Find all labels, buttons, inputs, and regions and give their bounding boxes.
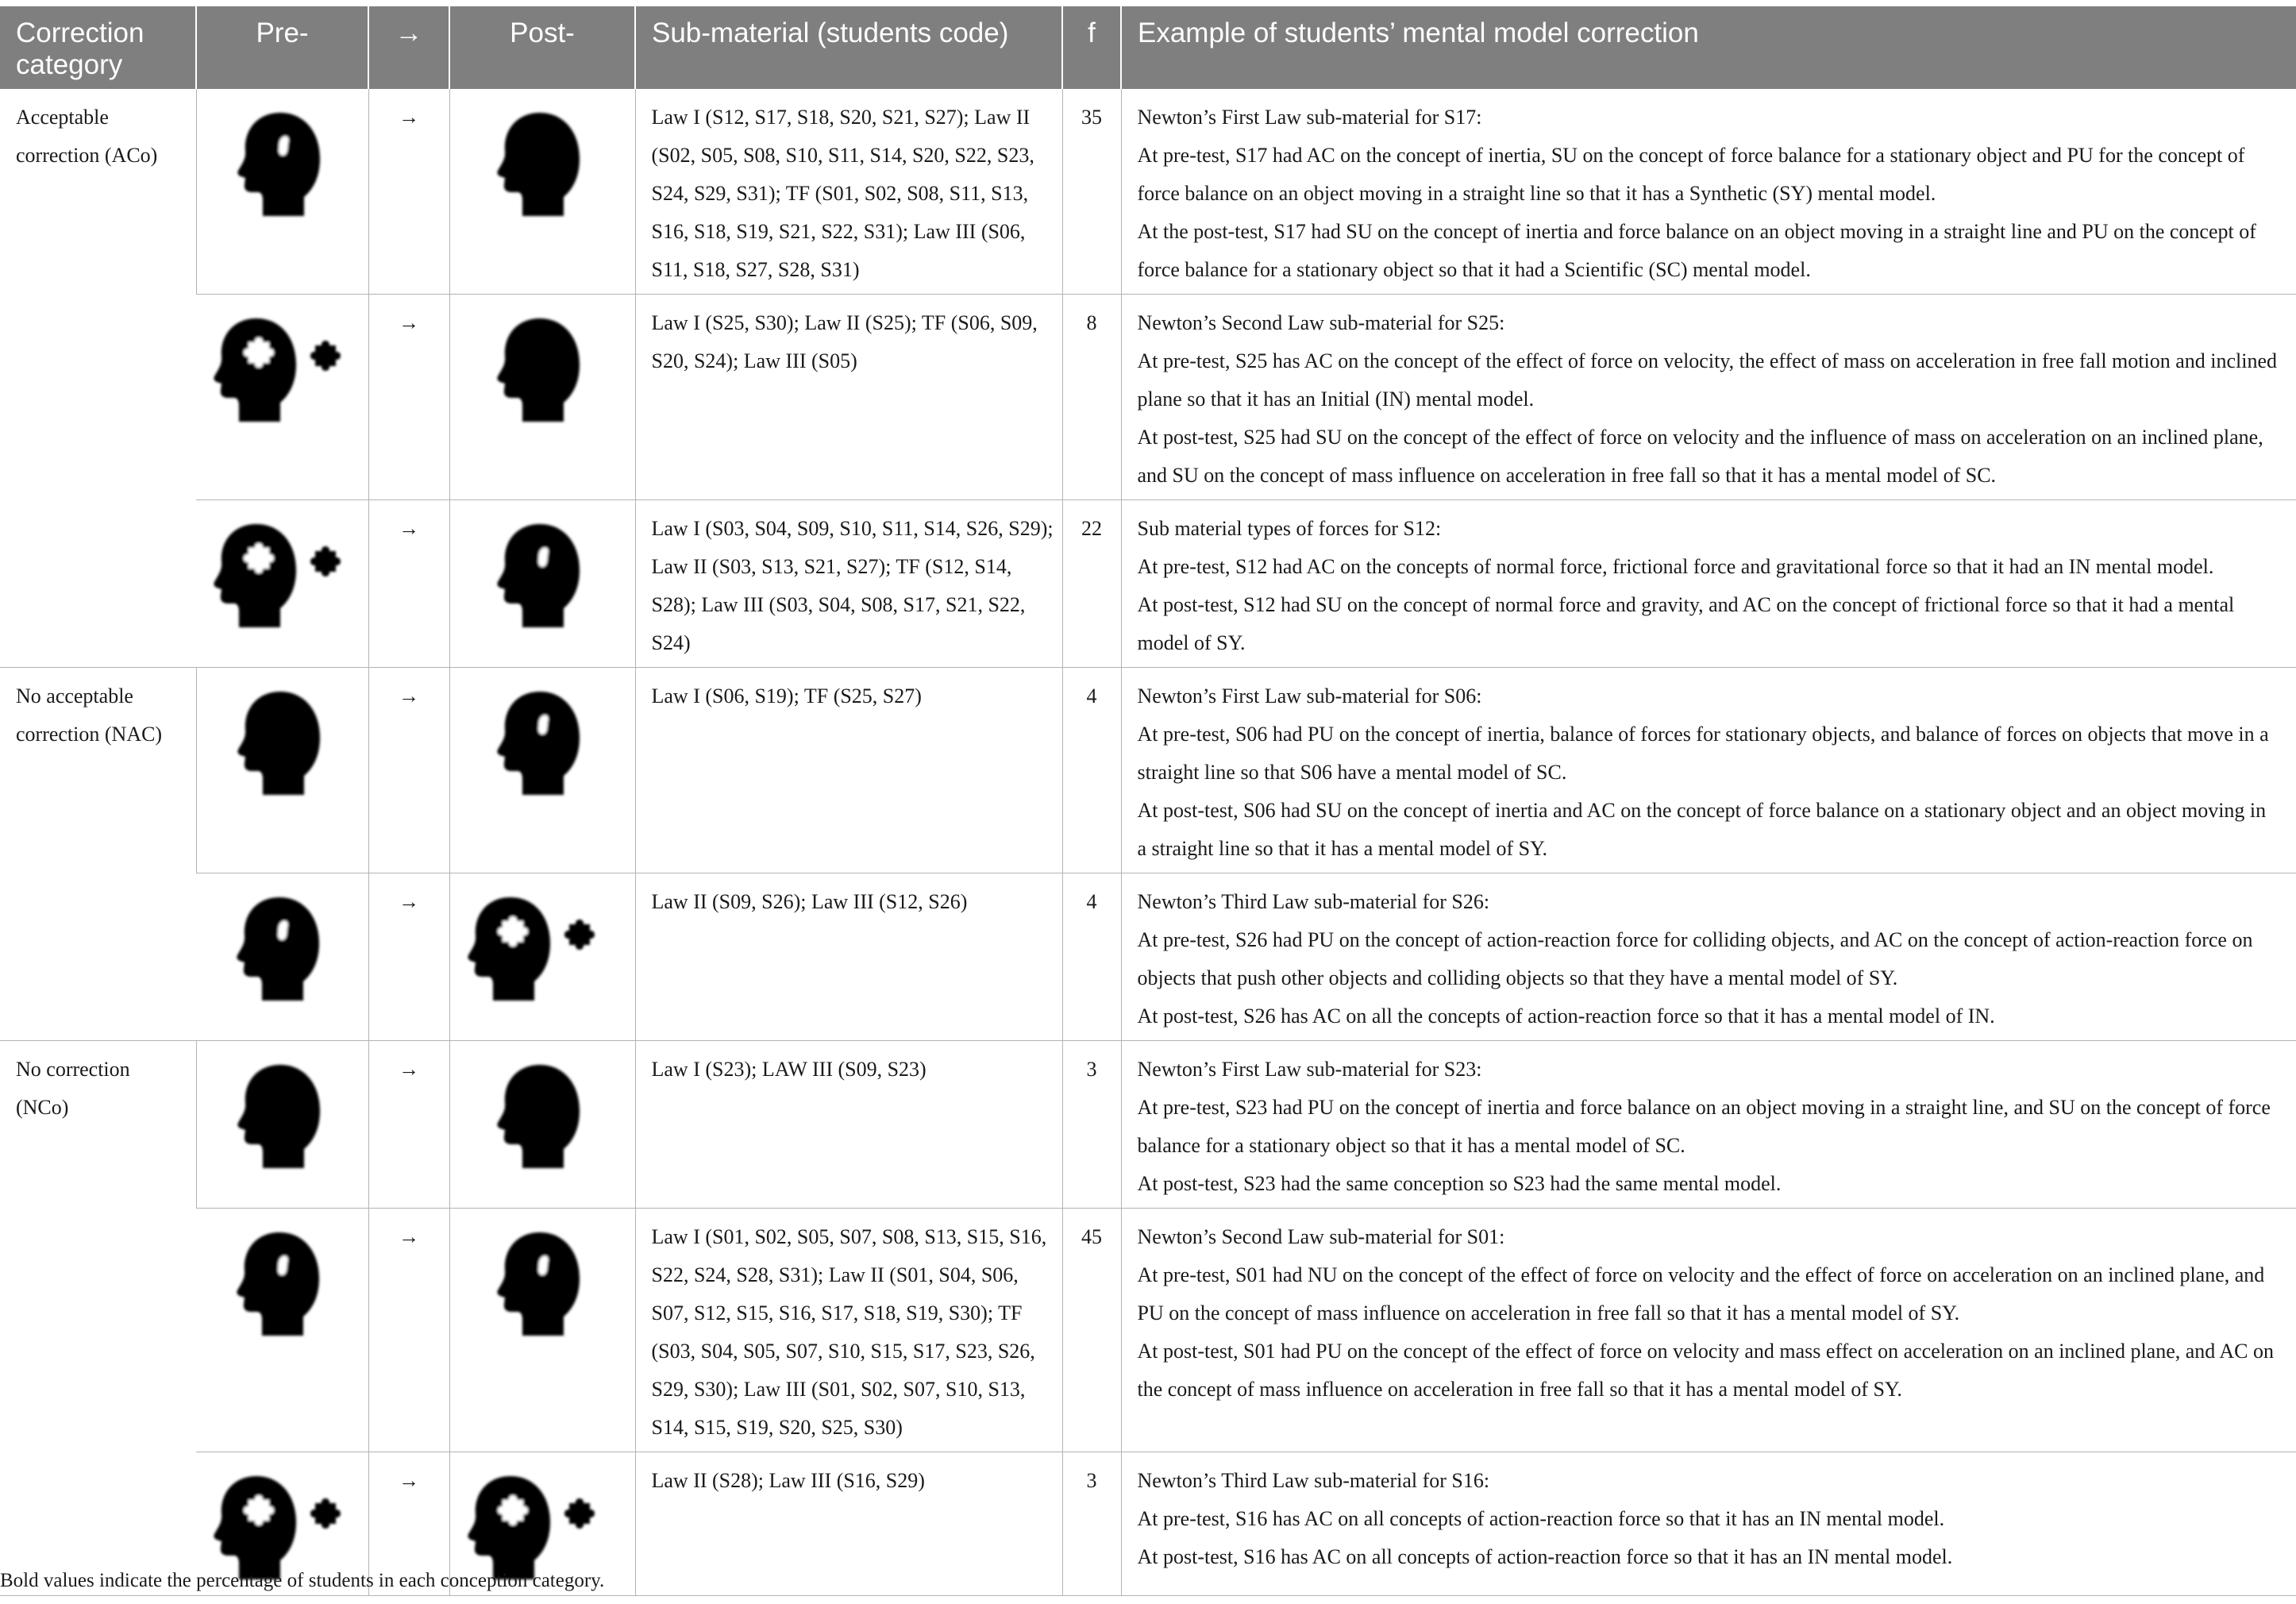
arrow-cell: → [368, 1452, 449, 1596]
frequency-cell: 4 [1062, 668, 1121, 873]
example-cell [1121, 500, 2296, 668]
pre-icon-cell [196, 1209, 368, 1452]
arrow-cell: → [368, 1041, 449, 1209]
frequency-cell: 45 [1062, 1209, 1121, 1452]
head-icon [491, 307, 594, 426]
head-with-light-spot-icon [491, 1221, 594, 1340]
frequency-cell: 8 [1062, 295, 1121, 500]
frequency-cell: 3 [1062, 1452, 1121, 1596]
example-cell [1121, 295, 2296, 500]
header-post: Post- [449, 6, 635, 89]
arrow-cell: → [368, 295, 449, 500]
example-cell [1121, 1041, 2296, 1209]
post-icon-cell [449, 873, 635, 1041]
sub-material-cell: Law II (S28); Law III (S16, S29) [635, 1452, 1062, 1596]
category-cell: No acceptable correction (NAC) [0, 668, 196, 1041]
example-cell [1121, 1209, 2296, 1452]
head-with-puzzle-piece-icon [207, 1465, 346, 1584]
arrow-cell: → [368, 1209, 449, 1452]
example-title: Newton’s First Law sub-material for S06: [1137, 684, 1482, 708]
frequency-cell: 4 [1062, 873, 1121, 1041]
frequency-cell: 3 [1062, 1041, 1121, 1209]
frequency-cell: 22 [1062, 500, 1121, 668]
sub-material-cell: Law I (S25, S30); Law II (S25); TF (S06, S09, S20, S24); Law III (S05) [635, 295, 1062, 500]
sub-material-cell: Law I (S01, S02, S05, S07, S08, S13, S15, S16, S22, S24, S28, S31); Law II (S01, S04, S06, S07, S12, S15, S16, S17, S18, S19, S30); TF (S03, S04, S05, S07, S10, S15, S17, S23, S26, S29, S30); Law III (S01, S02, S07, S10, S13, S14, S15, S19, S20, S25, S30) [635, 1209, 1062, 1452]
example-post-test: At post-test, S06 had SU on the concept of inertia and AC on the concept of force balance on a stationary object and an object moving in a straight line so that it has a mental model of SY. [1137, 799, 2267, 860]
head-with-light-spot-icon [230, 886, 333, 1005]
example-title: Newton’s First Law sub-material for S23: [1137, 1058, 1482, 1081]
sub-material-cell: Law I (S03, S04, S09, S10, S11, S14, S26, S29); Law II (S03, S13, S21, S27); TF (S12, S14, S28); Law III (S03, S04, S08, S17, S21, S22, S24) [635, 500, 1062, 668]
sub-material-cell: Law II (S09, S26); Law III (S12, S26) [635, 873, 1062, 1041]
pre-icon-cell [196, 873, 368, 1041]
example-title: Newton’s First Law sub-material for S17: [1137, 106, 1482, 129]
post-icon-cell [449, 1209, 635, 1452]
sub-material-cell: Law I (S06, S19); TF (S25, S27) [635, 668, 1062, 873]
pre-icon-cell [196, 668, 368, 873]
head-with-puzzle-piece-icon [207, 513, 346, 632]
example-post-test: At post-test, S26 has AC on all the concepts of action-reaction force so that it has a mental model of IN. [1137, 1004, 1995, 1028]
head-with-light-spot-icon [231, 102, 334, 221]
example-post-test: At post-test, S01 had PU on the concept of the effect of force on velocity and mass effect on acceleration on an inclined plane, and AC on the concept of mass influence on acceleration in free fall so that it has a mental model of SY. [1137, 1340, 2274, 1401]
head-icon [491, 1054, 594, 1173]
frequency-cell: 35 [1062, 89, 1121, 295]
table-row [0, 873, 2296, 1041]
head-icon [491, 102, 594, 221]
example-pre-test: At pre-test, S23 had PU on the concept of inertia and force balance on an object moving in a straight line, and SU on the concept of force balance for a stationary object so that it has a mental model of SC. [1137, 1096, 2271, 1157]
example-title: Newton’s Second Law sub-material for S25: [1137, 311, 1505, 334]
example-pre-test: At pre-test, S17 had AC on the concept of inertia, SU on the concept of force balance for a stationary object and PU for the concept of force balance on an object moving in a straight line so that it has a Synthetic (SY) mental model. [1137, 144, 2245, 205]
table-row [0, 668, 2296, 873]
head-with-light-spot-icon [491, 681, 594, 800]
example-pre-test: At pre-test, S25 has AC on the concept of the effect of force on velocity, the effect of mass on acceleration in free fall motion and inclined plane so that it has an Initial (IN) mental model. [1137, 349, 2278, 411]
example-cell [1121, 873, 2296, 1041]
post-icon-cell [449, 1041, 635, 1209]
head-with-light-spot-icon [491, 513, 594, 632]
example-cell [1121, 668, 2296, 873]
table-row [0, 295, 2296, 500]
table-row [0, 1209, 2296, 1452]
table-header-row [0, 6, 2296, 89]
category-cell: No correction (NCo) [0, 1041, 196, 1596]
post-icon-cell [449, 668, 635, 873]
example-post-test: At post-test, S16 has AC on all concepts of action-reaction force so that it has an IN mental model. [1137, 1545, 1953, 1568]
mental-model-correction-table [0, 6, 2296, 1596]
header-arrow: → [368, 6, 449, 89]
example-pre-test: At pre-test, S16 has AC on all concepts of action-reaction force so that it has an IN mental model. [1137, 1507, 1945, 1530]
sub-material-cell: Law I (S12, S17, S18, S20, S21, S27); Law II (S02, S05, S08, S10, S11, S14, S20, S22, S23, S24, S29, S31); TF (S01, S02, S08, S11, S13, S16, S18, S19, S21, S22, S31); Law III (S06, S11, S18, S27, S28, S31) [635, 89, 1062, 295]
head-with-puzzle-piece-icon [461, 1465, 600, 1584]
head-with-puzzle-piece-icon [461, 886, 600, 1005]
arrow-cell: → [368, 668, 449, 873]
example-post-test: At post-test, S25 had SU on the concept of the effect of force on velocity and the influence of mass on acceleration on an inclined plane, and SU on the concept of mass influence on acceleration in free fall so that it has a mental model of SC. [1137, 426, 2263, 487]
pre-icon-cell [196, 89, 368, 295]
category-cell: Acceptable correction (ACo) [0, 89, 196, 668]
example-pre-test: At pre-test, S01 had NU on the concept of the effect of force on velocity and the effect of force on acceleration on an inclined plane, and PU on the concept of mass influence on acceleration in free fall so that it has a mental model of SY. [1137, 1263, 2265, 1324]
head-icon [231, 681, 334, 800]
table-row [0, 89, 2296, 295]
example-title: Newton’s Third Law sub-material for S16: [1137, 1469, 1490, 1492]
arrow-cell: → [368, 500, 449, 668]
pre-icon-cell [196, 500, 368, 668]
pre-icon-cell [196, 295, 368, 500]
header-sub-material: Sub-material (students code) [635, 6, 1062, 89]
example-post-test: At post-test, S12 had SU on the concept of normal force and gravity, and AC on the concept of frictional force so that it had a mental model of SY. [1137, 593, 2235, 654]
example-pre-test: At pre-test, S26 had PU on the concept of action-reaction force for colliding objects, and AC on the concept of action-reaction force on objects that push other objects and colliding objects so that they have a mental model of SY. [1137, 928, 2253, 989]
header-frequency: f [1062, 6, 1121, 89]
header-pre: Pre- [196, 6, 368, 89]
example-post-test: At post-test, S23 had the same conception so S23 had the same mental model. [1137, 1172, 1782, 1195]
example-post-test: At the post-test, S17 had SU on the concept of inertia and force balance on an object moving in a straight line and PU on the concept of force balance for a stationary object so that it had a Scientific (SC) mental model. [1137, 220, 2256, 281]
head-icon [231, 1054, 334, 1173]
post-icon-cell [449, 500, 635, 668]
table-row [0, 500, 2296, 668]
example-title: Sub material types of forces for S12: [1137, 517, 1442, 540]
header-correction-category: Correction category [0, 6, 196, 89]
head-with-light-spot-icon [230, 1221, 333, 1340]
example-cell [1121, 89, 2296, 295]
example-pre-test: At pre-test, S12 had AC on the concepts of normal force, frictional force and gravitational force so that it had an IN mental model. [1137, 555, 2214, 578]
pre-icon-cell [196, 1041, 368, 1209]
header-example: Example of students’ mental model correction [1121, 6, 2296, 89]
post-icon-cell [449, 89, 635, 295]
arrow-cell: → [368, 873, 449, 1041]
example-pre-test: At pre-test, S06 had PU on the concept of inertia, balance of forces for stationary objects, and balance of forces on objects that move in a straight line so that S06 have a mental model of SC. [1137, 723, 2269, 784]
arrow-cell: → [368, 89, 449, 295]
table-footnote: Bold values indicate the percentage of students in each conception category. [0, 1570, 605, 1591]
example-title: Newton’s Third Law sub-material for S26: [1137, 890, 1490, 913]
sub-material-cell: Law I (S23); LAW III (S09, S23) [635, 1041, 1062, 1209]
post-icon-cell [449, 295, 635, 500]
example-title: Newton’s Second Law sub-material for S01: [1137, 1225, 1505, 1248]
table-row [0, 1041, 2296, 1209]
example-cell [1121, 1452, 2296, 1596]
head-with-puzzle-piece-icon [207, 307, 346, 426]
results-table-wrapper [0, 6, 2296, 1596]
